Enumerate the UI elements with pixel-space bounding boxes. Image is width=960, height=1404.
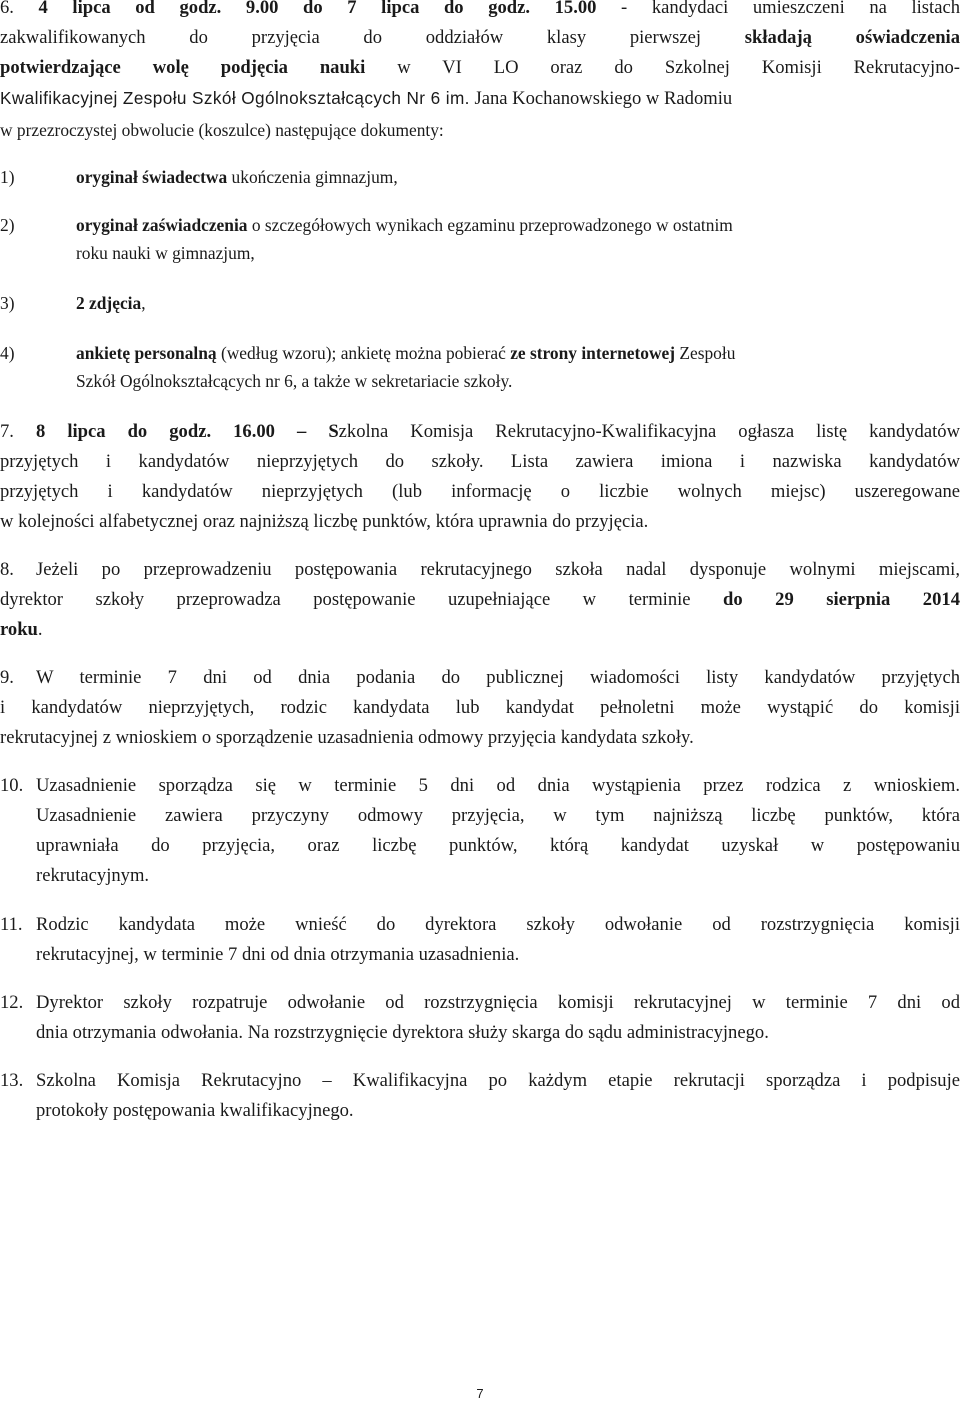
item11-line2: rekrutacyjnej, w terminie 7 dni od dnia otrzymania uzasadnienia. (36, 944, 520, 965)
list-item-7 (0, 417, 960, 537)
document-3 (0, 289, 960, 317)
item6-line3-text: w VI LO oraz do Szkolnej Komisji Rekrutacyjno- (365, 57, 960, 78)
item7-line2: przyjętych i kandydatów nieprzyjętych do szkoły. Lista zawiera imiona i nazwiska kandydatów (0, 451, 960, 472)
item9-line3: rekrutacyjnej z wnioskiem o sporządzenie uzasadnienia odmowy przyjęcia kandydata szkoły. (0, 727, 694, 748)
item13-line2: protokoły postępowania kwalifikacyjnego. (36, 1100, 354, 1121)
item6-line3-bold: potwierdzające wolę podjęcia nauki (0, 57, 366, 78)
item6-line2-bold: składają oświadczenia (744, 27, 960, 48)
list-item-13 (0, 1066, 960, 1126)
item8-deadline: do 29 sierpnia 2014 (723, 589, 960, 610)
item12-number: 12. (0, 992, 24, 1013)
item6-line2-text: zakwalifikowanych do przyjęcia do oddziałów klasy pierwszej (0, 27, 745, 48)
item8-number: 8. (0, 559, 14, 580)
item6-line1 (0, 0, 960, 23)
doc4-line2: Szkół Ogólnokształcących nr 6, a także w sekretariacie szkoły. (76, 371, 513, 391)
doc4-number: 4) (0, 343, 15, 363)
item10-line2: Uzasadnienie zawiera przyczyny odmowy przyjęcia, w tym najniższą liczbę punktów, która (36, 805, 960, 826)
item6-line4 (0, 83, 960, 113)
page-number: 7 (476, 1386, 484, 1401)
document-4 (0, 339, 960, 395)
doc3-text: , (141, 293, 146, 313)
item9-number: 9. (0, 667, 14, 688)
item6-line3 (0, 53, 960, 83)
item7-line3: przyjętych i kandydatów nieprzyjętych (lub informację o liczbie wolnych miejsc) uszeregowane (0, 481, 960, 502)
list-item-6 (0, 0, 960, 113)
doc1-number: 1) (0, 167, 15, 187)
item10-line4: rekrutacyjnym. (36, 865, 150, 886)
doc1-text: ukończenia gimnazjum, (227, 167, 398, 187)
item6-line2 (0, 23, 960, 53)
doc4-text2: Zespołu (675, 343, 736, 363)
doc1-bold: oryginał świadectwa (76, 167, 228, 187)
item13-number: 13. (0, 1070, 24, 1091)
list-item-10 (0, 771, 960, 891)
doc3-bold: 2 zdjęcia (76, 293, 142, 313)
item9-line2: i kandydatów nieprzyjętych, rodzic kandydata lub kandydat pełnoletni może wystąpić do komisji (0, 697, 960, 718)
item13-line1: Szkolna Komisja Rekrutacyjno – Kwalifikacyjna po każdym etapie rekrutacji sporządza i podpisuje (36, 1070, 960, 1091)
item6-intro (0, 116, 960, 144)
item6-line4-text: Jana Kochanowskiego w Radomiu (469, 88, 733, 109)
doc4-bold2: ze strony internetowej (510, 343, 676, 363)
item10-line1: Uzasadnienie sporządza się w terminie 5 dni od dnia wystąpienia przez rodzica z wnioskiem. (36, 775, 960, 796)
item12-line1: Dyrektor szkoły rozpatruje odwołanie od rozstrzygnięcia komisji rekrutacyjnej w terminie 7 dni od (36, 992, 960, 1013)
list-item-12 (0, 988, 960, 1048)
doc2-bold: oryginał zaświadczenia (76, 215, 248, 235)
item6-line1-rest: - kandydaci umieszczeni na listach (596, 0, 960, 18)
item7-line1-text: zkolna Komisja Rekrutacyjno-Kwalifikacyjna ogłasza listę kandydatów (338, 421, 960, 442)
document-2 (0, 211, 960, 267)
item8-line3 (0, 615, 960, 645)
item12-line2: dnia otrzymania odwołania. Na rozstrzygnięcie dyrektora służy skarga do sądu administracyjnego. (36, 1022, 769, 1043)
item8-line1: Jeżeli po przeprowadzeniu postępowania rekrutacyjnego szkoła nadal dysponuje wolnymi miejscami, (36, 559, 960, 580)
doc2-number: 2) (0, 215, 15, 235)
doc2-text: o szczegółowych wynikach egzaminu przeprowadzonego w ostatnim (247, 215, 733, 235)
list-item-11 (0, 910, 960, 970)
item7-bold: 8 lipca do godz. 16.00 – S (36, 421, 339, 442)
list-item-8 (0, 555, 960, 645)
list-item-9 (0, 663, 960, 753)
item6-line4-sans: Kwalifikacyjnej Zespołu Szkół Ogólnokształcących Nr 6 im. (0, 88, 470, 108)
item10-number: 10. (0, 775, 24, 796)
item11-line1: Rodzic kandydata może wnieść do dyrektora szkoły odwołanie od rozstrzygnięcia komisji (36, 914, 960, 935)
item11-number: 11. (0, 914, 23, 935)
item8-line2 (0, 585, 960, 615)
item7-number: 7. (0, 421, 14, 442)
document-1 (0, 163, 960, 191)
item8-line2-text: dyrektor szkoły przeprowadza postępowanie uzupełniające w terminie (0, 589, 724, 610)
doc2-line2: roku nauki w gimnazjum, (76, 243, 255, 263)
item8-line3-text: . (37, 619, 43, 640)
item6-number: 6. (0, 0, 14, 18)
item10-line3: uprawniała do przyjęcia, oraz liczbę punktów, którą kandydat uzyskał w postępowaniu (36, 835, 960, 856)
item6-date-range: 4 lipca od godz. 9.00 do 7 lipca do godz. 15.00 (38, 0, 597, 18)
doc3-number: 3) (0, 293, 15, 313)
doc4-text: (według wzoru); ankietę można pobierać (216, 343, 511, 363)
item6-line5: w przezroczystej obwolucie (koszulce) następujące dokumenty: (0, 120, 444, 140)
item9-line1: W terminie 7 dni od dnia podania do publicznej wiadomości listy kandydatów przyjętych (36, 667, 960, 688)
item8-line3-bold: roku (0, 619, 38, 640)
doc4-bold: ankietę personalną (76, 343, 217, 363)
item7-line4: w kolejności alfabetycznej oraz najniższą liczbę punktów, która uprawnia do przyjęcia. (0, 511, 649, 532)
